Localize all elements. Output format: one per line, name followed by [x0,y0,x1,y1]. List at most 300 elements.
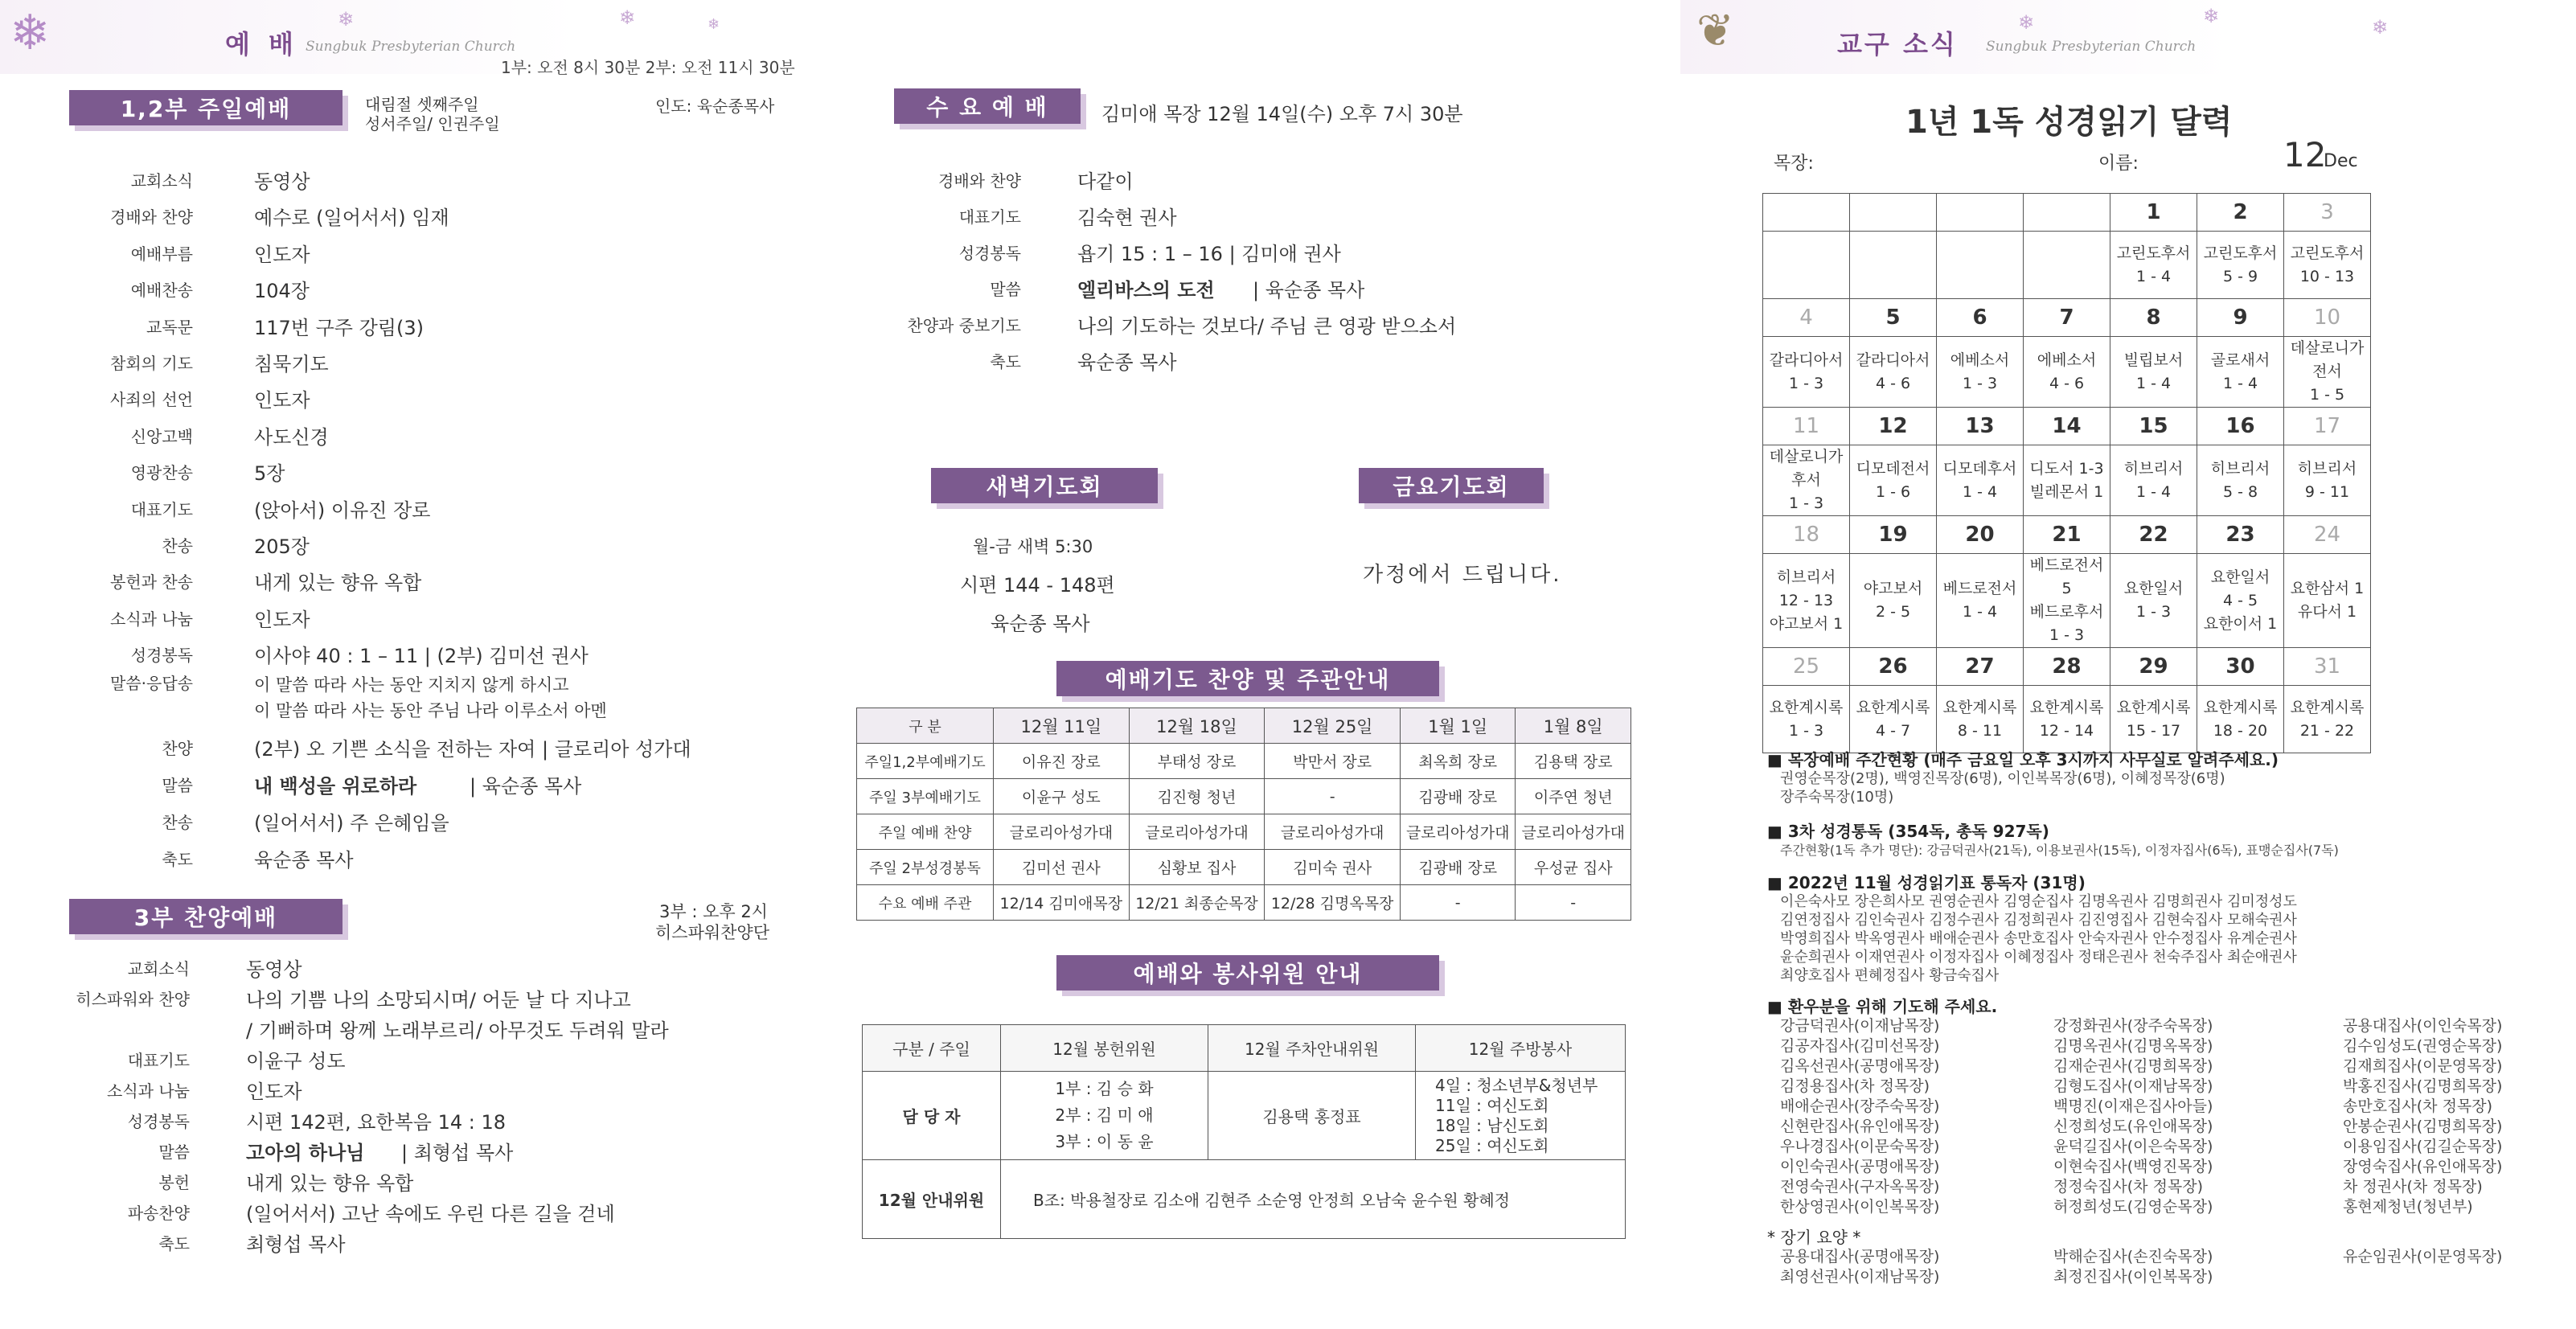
order-value: 김숙현 권사 [1077,207,1177,229]
church-script-name: Sungbuk Presbyterian Church [306,39,516,55]
news-heading-text: 장기 요양 [1780,1228,1848,1247]
calendar-reading [1937,445,2024,516]
calendar-reading [1763,445,1850,516]
table-cell: 글로리아성가대 [1265,814,1401,850]
calendar-date: 18 [1763,516,1850,554]
praise-time: 3부 : 오후 2시 [659,902,768,921]
order-value: (앉아서) 이유진 장로 [254,498,431,522]
snowflake-icon: ❄ [708,16,720,33]
order-label: 말씀 [162,776,193,795]
reading-line: 1 - 3 [2135,603,2172,621]
kitchen-duty: 4일 : 청소년부&청년부 [1435,1075,1598,1095]
order-value: 욥기 15 : 1 – 16 | 김미애 권사 [1077,243,1341,265]
page-title: 예 배 [225,29,298,59]
calendar-date: 14 [2024,408,2110,445]
member-entry: 김재희집사(이문영목장) [2343,1057,2503,1075]
order-value: 예수로 (일어서서) 임재 [254,207,449,230]
snowflake-icon: ❄ [619,6,636,29]
reading-line: 고린도후서 [2290,244,2365,262]
calendar-date: 29 [2110,648,2197,686]
calendar-date-row [1763,516,2371,554]
order-label: 참회의 기도 [110,354,193,373]
order-value: 인도자 [246,1081,302,1103]
calendar-date: 28 [2024,648,2110,686]
order-value: 내 백성을 위로하라 [254,775,417,798]
calendar-reading [1850,445,1937,516]
calendar-reading [1937,554,2024,648]
reading-line: 에베소서 [1950,351,2010,369]
kitchen-duty: 11일 : 여신도회 [1435,1095,1549,1115]
order-value: 시편 142편, 요한복음 14 : 18 [246,1111,507,1134]
section-header-praise: 3부 찬양예배 [69,899,343,934]
order-value: (일어서서) 고난 속에도 우린 다른 길을 걷네 [246,1203,615,1225]
reading-line: 베드로후서 [2029,603,2104,621]
order-label: 예배부름 [130,244,193,264]
calendar-date: 15 [2110,408,2197,445]
reading-line: 12 - 14 [2039,721,2094,740]
calendar-date: 16 [2197,408,2284,445]
reading-line: 갈라디아서 [1769,351,1844,369]
calendar-reading [2197,554,2284,648]
reading-line: 요한계시록 [1856,698,1930,716]
reading-line: 빌립보서 [2123,351,2184,369]
calendar-reading [2024,445,2110,516]
member-entry: 송만호집사(차 정목장) [2343,1097,2493,1115]
order-value: 205장 [254,535,310,558]
table-cell: 이윤구 성도 [994,779,1130,814]
advent-label: 대림절 셋째주일 [365,95,479,114]
reading-line: 21 - 22 [2299,721,2355,740]
calendar-reading [1763,686,1850,753]
row-header: 주일 예배 찬양 [857,814,994,850]
table-cell: 김광배 장로 [1400,779,1516,814]
order-label: 영광찬송 [130,463,193,483]
order-value: 인도자 [254,608,310,631]
offering-member: 3부 : 이 동 윤 [1055,1132,1154,1151]
col-header: 12월 봉헌위원 [1001,1025,1208,1072]
table-cell: 박만서 장로 [1265,744,1401,779]
calendar-reading [2024,554,2110,648]
reading-line: 1 - 3 [1788,494,1824,512]
calendar-date: 24 [2284,516,2371,554]
calendar-reading [2110,232,2197,299]
col-header: 구분 / 주일 [863,1025,1001,1072]
order-label: 대표기도 [127,1051,190,1070]
table-row [857,814,1631,850]
calendar-reading [2284,337,2371,408]
reading-line: 디모데후서 [1942,459,2017,478]
order-label: 축도 [990,352,1021,371]
order-value: (일어서서) 주 은혜임을 [254,812,449,835]
order-value: 나의 기도하는 것보다/ 주님 큰 영광 받으소서 [1077,315,1457,338]
calendar-reading [2024,232,2110,299]
news-banner [1680,0,2468,74]
reading-line: 12 - 13 [1778,591,1834,609]
calendar-date: 13 [1937,408,2024,445]
calendar-date: 31 [2284,648,2371,686]
section-header-roles: 예배기도 찬양 및 주관안내 [1056,661,1439,696]
col-header: 12월 주방봉사 [1416,1025,1626,1072]
order-label: 교독문 [146,317,193,337]
order-value: 엘리바스의 도전 [1077,279,1215,301]
dawn-time: 월-금 새벽 5:30 [973,537,1093,556]
offering-member: 2부 : 김 미 애 [1055,1105,1154,1125]
service-banner [0,0,828,77]
reading-line: 요한계시록 [2203,698,2278,716]
prayer-list [1767,1016,2503,1217]
response-line-1: 이 말씀 따라 사는 동안 지치지 않게 하시고 [254,675,569,695]
member-entry: 공용대집사(이인숙목장) [2343,1017,2503,1035]
calendar-reading [2197,445,2284,516]
member-entry: 신정희성도(유인애목장) [2053,1118,2213,1135]
news-text: 장주숙목장(10명) [1780,789,1894,806]
calendar-date: 26 [1850,648,1937,686]
order-value: 동영상 [254,170,310,193]
reading-line: 요한계시록 [1769,698,1844,716]
wednesday-service-panel [852,0,1656,1329]
table-cell: 1월 1일 [1400,708,1516,744]
reading-line: 1 - 4 [1962,603,1998,621]
reading-line: 2 - 5 [1875,603,1911,621]
order-value: 사도신경 [254,425,329,449]
table-cell: 12/21 최종순목장 [1129,885,1265,921]
reading-line: 1 - 3 [1788,721,1824,740]
reading-line: 빌레몬서 1 [2029,482,2104,501]
order-value: 인도자 [254,389,310,412]
calendar-reading [2197,232,2284,299]
calendar-date [1850,194,1937,232]
table-cell: 김미선 권사 [994,850,1130,885]
calendar-date: 22 [2110,516,2197,554]
order-label: 성경봉독 [127,1112,190,1131]
long-term-care-list [1767,1247,2503,1287]
order-label: 성경봉독 [130,646,193,666]
calendar-date: 8 [2110,299,2197,337]
news-heading-text: 목장예배 주간현황 (매주 금요일 오후 3시까지 사무실로 알려주세요.) [1787,750,2279,769]
calendar-reading [1850,686,1937,753]
order-label: 축도 [162,850,193,869]
calendar-date: 3 [2284,194,2371,232]
row-header: 주일1,2부예배기도 [857,744,994,779]
reading-line: 요한계시록 [2290,698,2365,716]
row-header: 구 분 [857,708,994,744]
order-value-detail: | 최형섭 목사 [401,1142,514,1164]
readers-line: 김연정집사 김인숙권사 김정수권사 김정희권사 김진영집사 김현숙집사 모해숙권사 [1780,912,2297,929]
member-entry: 배애순권사(장주숙목장) [1780,1097,1940,1115]
reading-line: 4 - 6 [1875,374,1911,392]
member-entry: 김공자집사(김미선목장) [1780,1037,1940,1055]
tree-icon: ❦ [1696,5,1734,57]
calendar-date [1937,194,2024,232]
order-value: 나의 기쁨 나의 소망되시며/ 어둔 날 다 지나고 [246,989,631,1011]
member-entry: 우나경집사(이문숙목장) [1780,1138,1940,1155]
order-label: 축도 [158,1234,190,1253]
reading-line: 히브리서 [2210,459,2270,478]
calendar-date: 21 [2024,516,2110,554]
roles-table [856,708,1631,921]
table-cell: - [1400,885,1516,921]
calendar-reading [2110,686,2197,753]
member-entry: 신현란집사(유인애목장) [1780,1118,1940,1135]
reading-line: 갈라디아서 [1856,351,1930,369]
calendar-date: 25 [1763,648,1850,686]
reading-line: 요한일서 [2123,580,2184,597]
table-cell: 12월 25일 [1265,708,1401,744]
reading-line: 10 - 13 [2299,267,2355,285]
calendar-date: 9 [2197,299,2284,337]
calendar-reading [2110,337,2197,408]
order-label: 사죄의 선언 [110,390,193,410]
praise-team: 히스파워찬양단 [655,923,770,942]
reading-line: 히브리서 [2297,459,2357,478]
bible-sunday-label: 성서주일/ 인권주일 [365,114,500,133]
reading-line: 1 - 4 [2135,374,2172,392]
member-entry: 허정희성도(김영순목장) [2053,1198,2213,1216]
order-value: / 기뻐하며 왕께 노래부르리/ 아무것도 두려워 말라 [246,1019,669,1042]
news-heading-text: 2022년 11월 성경읽기표 통독자 (31명) [1787,873,2086,892]
order-label: 봉헌 [158,1173,190,1192]
member-entry: 김형도집사(이재남목장) [2053,1077,2213,1095]
member-entry: 장영숙집사(유인애목장) [2343,1158,2503,1175]
calendar-reading [2024,337,2110,408]
readers-line: 윤순희권사 이재연권사 이정자집사 이혜정집사 정태은권사 천숙주집사 최순애권사 [1780,949,2297,966]
calendar-reading-row [1763,554,2371,648]
calendar-date [1763,194,1850,232]
calendar-reading [1763,554,1850,648]
order-label: 찬송 [162,536,193,556]
reading-line: 데살로니가전서 [2290,339,2365,380]
reading-line: 5 - 8 [2222,482,2258,501]
reading-line: 4 - 5 [2222,591,2258,609]
member-entry: 강금덕권사(이재남목장) [1780,1017,1940,1035]
calendar-reading-row [1763,686,2371,753]
news-heading: ■ 3차 성경통독 (354독, 총독 927독) [1767,822,2049,841]
order-label: 파송찬양 [127,1204,190,1223]
order-value: 이사야 40 : 1 – 11 | (2부) 김미선 권사 [254,645,589,668]
news-heading: ■ 2022년 11월 성경읽기표 통독자 (31명) [1767,873,2086,892]
table-row [857,850,1631,885]
order-label: 소식과 나눔 [110,609,193,629]
reading-line: 유다서 1 [2297,603,2357,621]
readers-list [1767,892,2459,985]
calendar-reading [1937,232,2024,299]
news-text: 권영순목장(2명), 백영진목장(6명), 이인복목장(6명), 이혜정목장(6명) [1780,770,2225,787]
reading-line: 디모데전서 [1856,459,1930,478]
row-header: 주일 3부예배기도 [857,779,994,814]
order-value: 침묵기도 [254,353,329,375]
member-entry: 홍현제청년(청년부) [2343,1198,2473,1216]
reading-line: 1 - 4 [2135,482,2172,501]
table-cell: 12/28 김명옥목장 [1265,885,1401,921]
order-label: 신앙고백 [130,426,193,446]
table-cell: 이유진 장로 [994,744,1130,779]
table-cell: 김광배 장로 [1400,850,1516,885]
church-script-name: Sungbuk Presbyterian Church [1986,39,2197,55]
order-label: 소식과 나눔 [107,1081,190,1101]
table-cell: 12/14 김미애목장 [994,885,1130,921]
reading-line: 요한일서 [2210,568,2270,586]
table-cell: 12월 18일 [1129,708,1265,744]
member-entry: 박해순집사(손진숙목장) [2053,1248,2213,1265]
response-line-2: 이 말씀 따라 사는 동안 주님 나라 이루소서 아멘 [254,701,607,720]
calendar-date: 1 [2110,194,2197,232]
reading-line: 고린도후서 [2203,244,2278,262]
page-title: 교구 소식 [1837,29,1958,59]
table-row [857,708,1631,744]
order-value: 동영상 [246,958,302,981]
readers-line: 이은숙사모 장은희사모 권영순권사 김영순집사 김명옥권사 김명희권사 김미정성도 [1780,893,2297,910]
member-entry: 정정숙집사(차 정목장) [2053,1178,2204,1196]
calendar-reading [1850,554,1937,648]
order-value: 고아의 하나님 [246,1142,365,1164]
order-value: 육순종 목사 [1077,351,1177,374]
member-entry: 한상영권사(이인복목장) [1780,1198,1940,1216]
reading-line: 1 - 4 [2135,267,2172,285]
kitchen-duty: 25일 : 여신도회 [1435,1135,1549,1155]
order-value: 최형섭 목사 [246,1233,346,1256]
member-entry: 강정화권사(장주숙목장) [2053,1017,2213,1035]
calendar-date-row [1763,648,2371,686]
table-cell: 김용택 장로 [1516,744,1631,779]
section-header-dawn: 새벽기도회 [931,468,1158,503]
dawn-preacher: 육순종 목사 [991,613,1090,635]
order-value: 내게 있는 향유 옥합 [246,1172,414,1195]
calendar-reading [2110,445,2197,516]
order-value: 육순종 목사 [254,849,354,872]
table-cell: 김미숙 권사 [1265,850,1401,885]
calendar-date-row [1763,299,2371,337]
reading-line: 5 - 9 [2222,267,2258,285]
calendar-reading-row [1763,337,2371,408]
reading-line: 고린도후서 [2116,244,2191,262]
col-header: 12월 주차안내위원 [1208,1025,1416,1072]
member-entry: 김수임성도(권영순목장) [2343,1037,2503,1055]
news-text: 주간현황(1독 추가 명단): 강금덕권사(21독), 이용보권사(15독), 이정자집사(6독), 표맹순집사(7독) [1780,843,2339,858]
member-entry: 김정용집사(차 정목장) [1780,1077,1930,1095]
reading-line: 요한계시록 [2029,698,2104,716]
kitchen-duty: 18일 : 남신도회 [1435,1115,1549,1135]
order-label: 말씀·응답송 [110,674,193,693]
dawn-reading: 시편 144 - 148편 [960,574,1115,597]
calendar-reading [2284,232,2371,299]
reading-line: 1 - 4 [1962,482,1998,501]
reading-line: 4 - 6 [2049,374,2085,392]
table-cell: - [1516,885,1631,921]
reading-line: 요한계시록 [2116,698,2191,716]
section-header-sunday: 1,2부 주일예배 [69,90,343,125]
order-value-detail: | 육순종 목사 [470,775,582,798]
member-entry: 윤덕길집사(이은숙목장) [2053,1138,2213,1155]
friday-info: 가정에서 드립니다. [1363,563,1562,587]
order-label: 히스파워와 찬양 [76,990,190,1009]
table-cell: 우성균 집사 [1516,850,1631,885]
table-cell: 부태성 장로 [1129,744,1265,779]
member-entry: 최영선권사(이재남목장) [1780,1268,1940,1286]
order-value: 다같이 [1077,170,1134,193]
calendar-date: 27 [1937,648,2024,686]
member-entry: 최정진집사(이인복목장) [2053,1268,2213,1286]
reading-line: 4 - 7 [1875,721,1911,740]
reading-line: 1 - 3 [1962,374,1998,392]
calendar-title: 1년 1독 성경읽기 달력 [1905,104,2233,141]
snowflake-icon: ❄ [10,5,51,61]
order-value-detail: | 육순종 목사 [1253,279,1365,301]
row-header: 수요 예배 주관 [857,885,994,921]
calendar-date: 20 [1937,516,2024,554]
calendar-reading-row [1763,445,2371,516]
reading-line: 18 - 20 [2213,721,2268,740]
order-label: 찬송 [162,813,193,832]
member-entry: 유순임권사(이문영목장) [2343,1248,2503,1265]
reading-line: 베드로전서 5 [2029,556,2104,597]
member-entry: 김재순권사(김명희목장) [2053,1057,2213,1075]
calendar-reading [2197,686,2284,753]
news-heading: ■ 목장예배 주간현황 (매주 금요일 오후 3시까지 사무실로 알려주세요.) [1767,750,2279,769]
calendar-reading [2197,337,2284,408]
order-label: 찬양 [162,739,193,758]
member-entry: 이인숙권사(공명애목장) [1780,1158,1940,1175]
table-cell: - [1265,779,1401,814]
order-value: 104장 [254,280,310,303]
calendar-date: 30 [2197,648,2284,686]
order-label: 경배와 찬양 [110,207,193,228]
section-header-wednesday: 수 요 예 배 [894,88,1081,124]
readers-line: 박영희집사 박옥영권사 배애순권사 송만호집사 안숙자권사 안수정집사 유계순권사 [1780,930,2297,947]
calendar-reading-row [1763,232,2371,299]
member-entry: 김명옥권사(김명옥목장) [2053,1037,2213,1055]
row-header: 12월 안내위원 [863,1160,1001,1239]
reading-line: 8 - 11 [1957,721,2003,740]
table-cell: 글로리아성가대 [1516,814,1631,850]
volunteer-table [862,1024,1626,1239]
calendar-reading [1850,337,1937,408]
order-label: 말씀 [158,1142,190,1162]
calendar-date: 11 [1763,408,1850,445]
table-cell: 글로리아성가대 [1400,814,1516,850]
reading-line: 야고보서 1 [1769,614,1844,633]
reading-line: 1 - 5 [2309,386,2345,404]
reading-line: 1 - 4 [2222,374,2258,392]
member-entry: 김옥선권사(공명애목장) [1780,1057,1940,1075]
calendar-date: 12 [1850,408,1937,445]
table-cell: 글로리아성가대 [1129,814,1265,850]
calendar-date: 7 [2024,299,2110,337]
cell-group-label: 목장: [1774,154,1814,174]
calendar-reading [2284,554,2371,648]
order-label: 말씀 [990,280,1021,299]
snowflake-icon: ❄ [338,8,355,31]
reading-line: 1 - 6 [1875,482,1911,501]
calendar-reading [1763,232,1850,299]
calendar-reading [2284,445,2371,516]
calendar-reading [2284,686,2371,753]
news-heading-text: 환우분을 위해 기도해 주세요. [1787,997,1998,1016]
guide-members: B조: 박용철장로 김소애 김현주 소순영 안정희 오남숙 윤수원 황혜정 [1001,1160,1626,1239]
table-cell: 최옥희 장로 [1400,744,1516,779]
reading-line: 히브리서 [1776,568,1836,586]
order-value: 내게 있는 향유 옥합 [254,572,422,595]
table-cell: 김진형 청년 [1129,779,1265,814]
order-label: 찬양과 중보기도 [907,316,1021,335]
member-entry: 안봉순권사(김명희목장) [2343,1118,2503,1135]
reading-line: 요한계시록 [1942,698,2017,716]
calendar-reading [1763,337,1850,408]
calendar-date [2024,194,2110,232]
calendar-reading [1850,232,1937,299]
member-entry: 전영숙권사(구자옥목장) [1780,1178,1940,1196]
order-value: 인도자 [254,243,310,266]
reading-line: 요한이서 1 [2203,614,2278,633]
